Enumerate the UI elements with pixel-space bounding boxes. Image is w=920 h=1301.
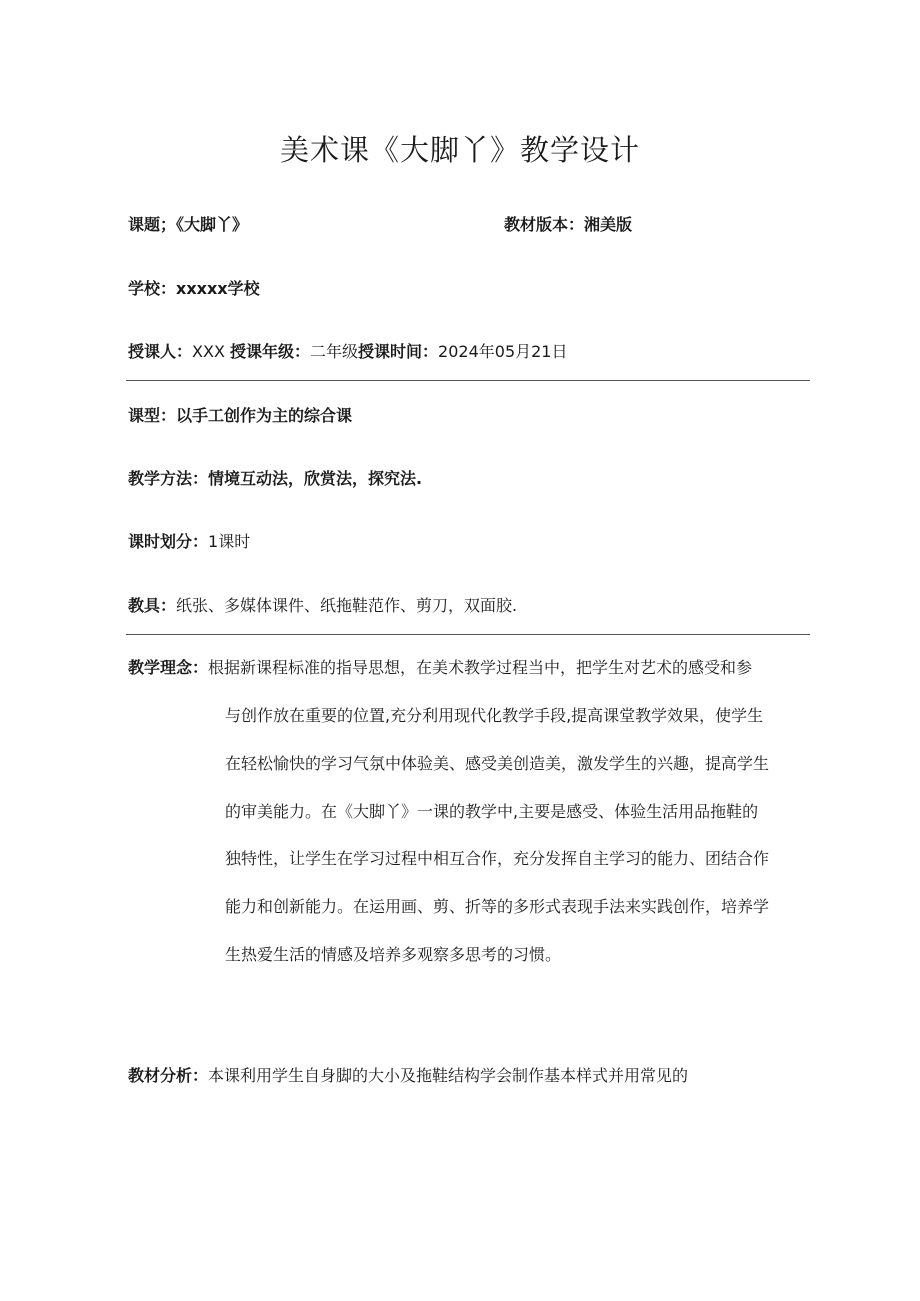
time-value: 2024年05月21日 [438, 342, 568, 361]
philosophy-line: 能力和创新能力。在运用画、剪、折等的多形式表现手法来实践创作，培养学 [225, 897, 770, 916]
tools-value: 纸张、多媒体课件、纸拖鞋范作、剪刀，双面胶. [176, 596, 518, 615]
time-label: 授课时间： [358, 342, 439, 361]
philosophy-first-text: 根据新课程标准的指导思想，在美术教学过程当中，把学生对艺术的感受和参 [208, 658, 753, 677]
methods-line [128, 467, 422, 491]
grade-value: 二年级 [310, 342, 359, 361]
lesson-type-value: 以手工创作为主的综合课 [176, 406, 353, 425]
tools-label: 教具： [128, 596, 177, 615]
period-line [128, 530, 250, 554]
philosophy-first-line [128, 656, 752, 680]
philosophy-line: 在轻松愉快的学习气氛中体验美、感受美创造美，激发学生的兴趣，提高学生 [225, 754, 770, 773]
divider-1 [126, 380, 810, 381]
philosophy-line: 的审美能力。在《大脚丫》一课的教学中,主要是感受、体验生活用品拖鞋的 [225, 802, 759, 821]
analysis-line [128, 1064, 688, 1088]
period-value: 1课时 [208, 532, 251, 551]
edition-label: 教材版本： [504, 215, 585, 234]
topic-value: 《大脚丫》 [176, 215, 249, 234]
school-line [128, 277, 260, 301]
analysis-value: 本课利用学生自身脚的大小及拖鞋结构学会制作基本样式并用常见的 [208, 1066, 689, 1085]
methods-label: 教学方法： [128, 469, 209, 488]
lesson-type-line [128, 404, 352, 428]
period-label: 课时划分： [128, 532, 209, 551]
tools-line [128, 594, 517, 618]
edition-line [504, 213, 632, 237]
philosophy-line: 与创作放在重要的位置,充分利用现代化教学手段,提高课堂教学效果，使学生 [225, 706, 764, 725]
teacher-line [128, 340, 568, 364]
school-label: 学校： [128, 279, 177, 298]
teacher-value: XXX [192, 342, 225, 361]
grade-label: 授课年级： [230, 342, 311, 361]
document-title: 美术课《大脚丫》教学设计 [279, 133, 640, 167]
methods-value: 情境互动法，欣赏法，探究法. [208, 469, 423, 488]
lesson-type-label: 课型： [128, 406, 177, 425]
topic-line [128, 213, 248, 237]
philosophy-line: 生热爱生活的情感及培养多观察多思考的习惯。 [225, 945, 562, 964]
school-value: xxxxx学校 [176, 279, 260, 298]
analysis-label: 教材分析： [128, 1066, 209, 1085]
topic-label: 课题； [128, 215, 177, 234]
divider-2 [126, 634, 810, 635]
philosophy-label: 教学理念： [128, 658, 209, 677]
philosophy-line: 独特性，让学生在学习过程中相互合作，充分发挥自主学习的能力、团结合作 [225, 849, 770, 868]
edition-value: 湘美版 [584, 215, 633, 234]
teacher-label: 授课人： [128, 342, 193, 361]
